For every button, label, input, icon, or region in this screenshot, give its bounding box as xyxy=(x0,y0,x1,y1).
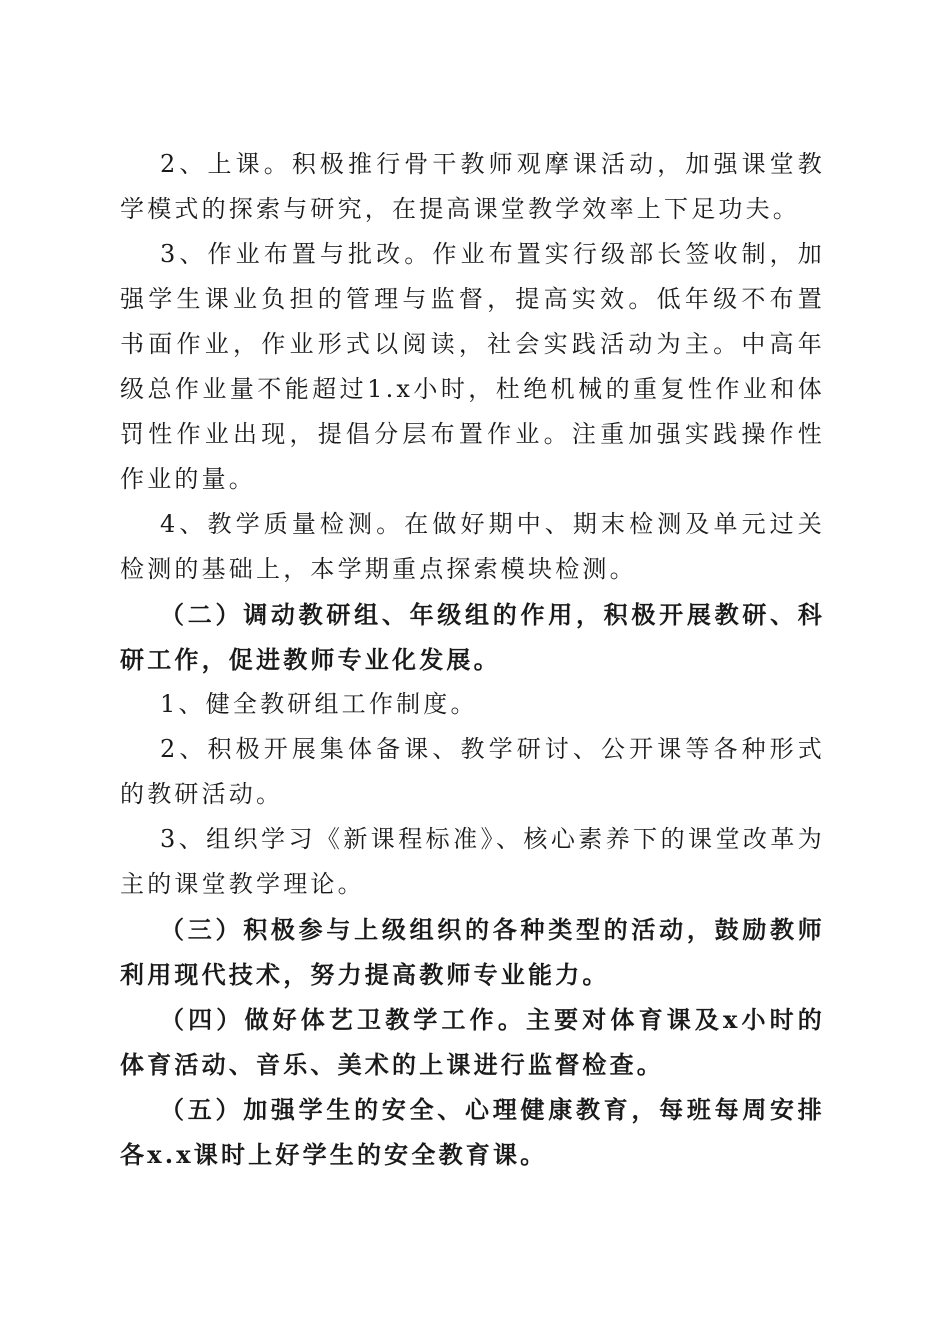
section-heading-safety-education: （五）加强学生的安全、心理健康教育，每班每周安排各x.x课时上好学生的安全教育课。 xyxy=(120,1095,825,1169)
paragraph-quality-testing: 4、教学质量检测。在做好期中、期末检测及单元过关检测的基础上，本学期重点探索模块检测。 xyxy=(120,510,825,583)
section-heading-teaching-research: （二）调动教研组、年级组的作用，积极开展教研、科研工作，促进教师专业化发展。 xyxy=(120,600,825,674)
paragraph-research-activities: 2、积极开展集体备课、教学研讨、公开课等各种形式的教研活动。 xyxy=(120,735,825,808)
paragraph-class-observation: 2、上课。积极推行骨干教师观摩课活动，加强课堂教学模式的探索与研究，在提高课堂教学效率上下足功夫。 xyxy=(120,150,825,223)
paragraph-curriculum-study: 3、组织学习《新课程标准》、核心素养下的课堂改革为主的课堂教学理论。 xyxy=(120,825,825,898)
section-heading-arts-sports: （四）做好体艺卫教学工作。主要对体育课及x小时的体育活动、音乐、美术的上课进行监督检查。 xyxy=(120,1005,825,1079)
paragraph-research-system: 1、健全教研组工作制度。 xyxy=(160,690,478,718)
document-body xyxy=(120,142,825,1177)
paragraph-homework: 3、作业布置与批改。作业布置实行级部长签收制，加强学生课业负担的管理与监督，提高实效。低年级不布置书面作业，作业形式以阅读，社会实践活动为主。中高年级总作业量不能超过1.x小时，杜绝机械的重复性作业和体罚性作业出现，提倡分层布置作业。注重加强实践操作性作业的量。 xyxy=(120,240,825,493)
section-heading-teacher-development: （三）积极参与上级组织的各种类型的活动，鼓励教师利用现代技术，努力提高教师专业能力。 xyxy=(120,915,825,989)
